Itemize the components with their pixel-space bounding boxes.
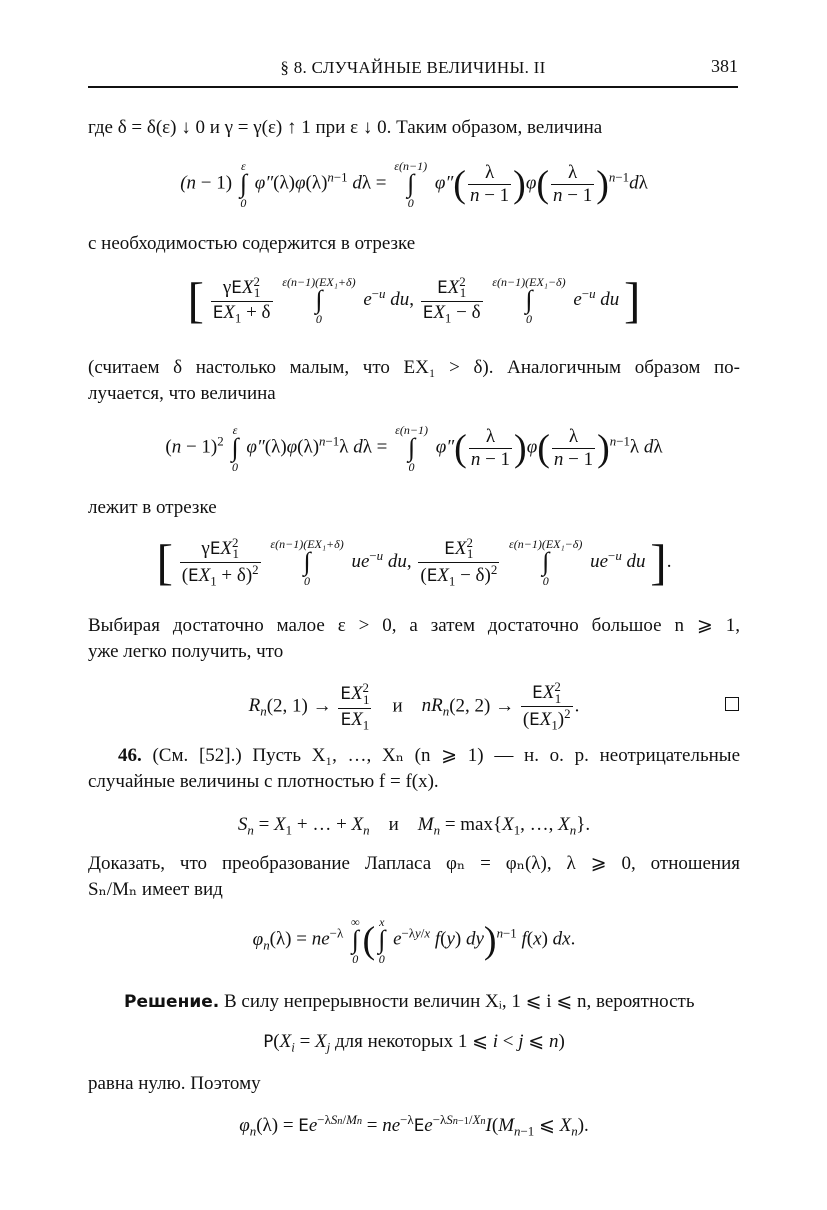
text-line-5a: Выбирая достаточно малое ε > 0, а затем достаточно большое n ⩾ 1, [88,615,740,636]
page-number: 381 [711,56,738,76]
formula-7: $\varphi_n(\lambda) = ne^{-\lambda}$ ∞ ∫ 0 ( x ∫ 0 $e^{-\lambda y/x}$ f(y) dy)$^{n-1}$ f(x) dx. [252,915,576,966]
text-line-3b: лучается, что величина [88,383,276,404]
problem-46-line-3: Доказать, что преобразование Лапласа φₙ = φₙ(λ), λ ⩾ 0, отношения [88,853,740,874]
running-header [88,58,738,84]
formula-5: $R_n(2$, 1) → $\frac{EX^2_1}{EX_1}$ и $nR_n(2$, 2) → $\frac{EX^2_1}{(EX_1)^2}$ . [248,679,580,734]
and-word: и [392,695,403,717]
solution-line-2: равна нулю. Поэтому [88,1073,261,1094]
text-line-3a: (считаем δ настолько малым, что EX₁ > δ). Аналогичным образом по- [88,357,740,378]
qed-square [725,697,739,711]
problem-number: 46. [118,745,142,766]
formula-3: $(n - 1)^2$ ε ∫ 0 $\varphi''(\lambda)\varphi(\lambda)^{n-1}\lambda$ dλ = ε(n−1) ∫ 0 φ″( $\frac{\lambda}{n - 1}$ )φ( $\frac{\lambda}{n - 1}$ )$^{n-1}$λ dλ [165,423,663,474]
header-title: § 8. СЛУЧАЙНЫЕ ВЕЛИЧИНЫ. II [280,58,546,77]
solution-label: Решение. [124,992,220,1012]
text-line-2: с необходимостью содержится в отрезке [88,233,416,254]
problem-46-text: (См. [52].) Пусть X₁, …, Xₙ (n ⩾ 1) — н. о. р. неотрицательные [152,745,741,766]
formula-8: $P(X_i = X_j$ для некоторых 1 ⩽ i < j ⩽ n) [263,1031,565,1055]
formula-6: $S_n = X_1$ + … + $X_n$ и $M_n = \max\{X_1$, …, $X_n$}. [237,814,591,838]
for-some-words: для некоторых [335,1031,454,1052]
problem-46-line-1 [118,744,740,768]
text-line-4: лежит в отрезке [88,497,217,518]
formula-1: (n − 1) ε ∫ 0 $\varphi''(\lambda)\varphi(\lambda)^{n-1}$ dλ = ε(n−1) ∫ 0 φ″( $\frac{\lambda}{n - 1}$ )φ( $\frac{\lambda}{n - 1}$ )$^{n-1}$dλ [180,159,648,210]
header-rule [88,86,738,88]
formula-2: [ $\frac{\gamma EX^2_1}{EX_1 + \delta}$ ε(n−1)(EX₁+δ) ∫ 0 $e^{-u}$ du, $\frac{EX^2_1}{EX_1 - \delta}$ ε(n−1)(EX₁−δ) ∫ 0 $e^{-u}$ du ] [187,273,641,328]
solution-line-1 [124,990,740,1014]
text-line-1: где δ = δ(ε) ↓ 0 и γ = γ(ε) ↑ 1 при ε ↓ 0. Таким образом, величина [88,117,603,138]
formula-4: [ $\frac{\gamma EX^2_1}{(EX_1 + \delta)^2}$ ε(n−1)(EX₁+δ) ∫ 0 $ue^{-u}$ du, $\frac{EX^2_1}{(EX_1 - \delta)^2}$ ε(n−1)(EX₁−δ) ∫ 0 $ue^{-u}$ du ]. [156,534,672,590]
problem-46-line-2: случайные величины с плотностью f = f(x). [88,771,439,792]
and-word-2: и [388,814,399,835]
text-line-5b: уже легко получить, что [88,641,284,662]
formula-9: $\varphi_n(\lambda) = Ee^{-\lambda Sn/Mn} = ne^{-\lambda}Ee^{-\lambda Sn-1/Xn}I(M_{n-1}$ ⩽ $X_n$). [239,1112,589,1139]
problem-46-line-4: Sₙ/Mₙ имеет вид [88,879,223,900]
solution-text: В силу непрерывности величин Xᵢ, 1 ⩽ i ⩽ n, вероятность [223,991,695,1012]
